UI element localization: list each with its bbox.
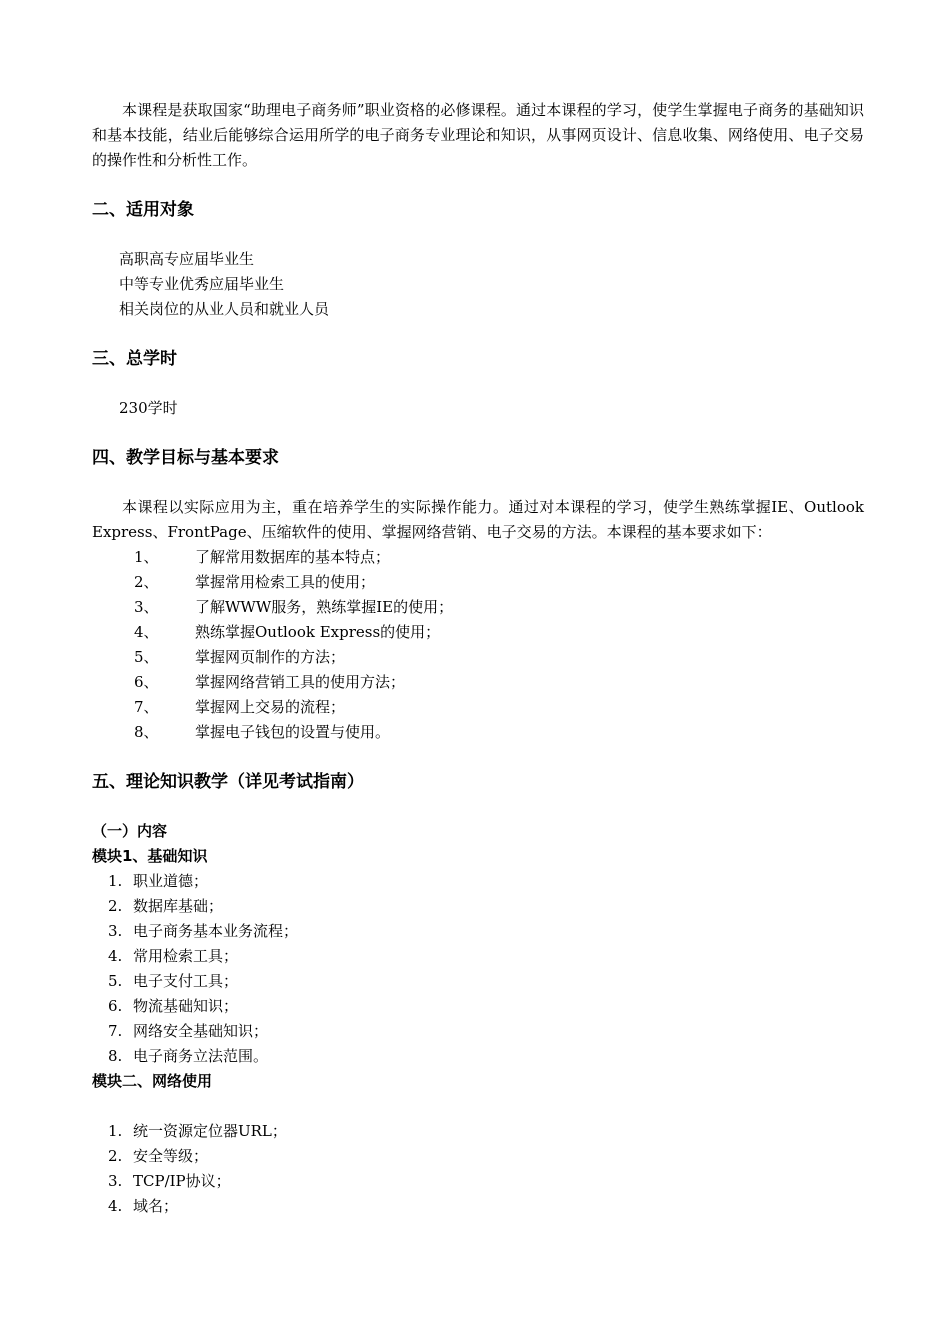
- requirement-text: 掌握常用检索工具的使用；: [195, 573, 376, 591]
- module2-item: [92, 1119, 864, 1144]
- requirement-text: 了解WWW服务，熟练掌握IE的使用；: [195, 598, 454, 616]
- item-number: 6.: [108, 997, 123, 1015]
- item-text: 电子商务立法范围。: [133, 1047, 269, 1065]
- requirement-number: 7、: [134, 698, 159, 716]
- requirement-item: [92, 570, 864, 595]
- item-text: 常用检索工具；: [133, 947, 239, 965]
- section3-heading: 三、总学时: [92, 349, 177, 369]
- requirement-number: 4、: [134, 623, 159, 641]
- section2-heading: 二、适用对象: [92, 200, 194, 220]
- module1-item: [92, 894, 864, 919]
- module1-item: [92, 969, 864, 994]
- item-number: 2.: [108, 897, 123, 915]
- requirement-text: 掌握网上交易的流程；: [195, 698, 346, 716]
- item-number: 3.: [108, 922, 123, 940]
- item-text: 安全等级；: [133, 1147, 209, 1165]
- item-number: 7.: [108, 1022, 123, 1040]
- requirement-number: 1、: [134, 548, 159, 566]
- requirement-number: 5、: [134, 648, 159, 666]
- item-text: 电子支付工具；: [133, 972, 239, 990]
- objectives-paragraph: 本课程以实际应用为主，重在培养学生的实际操作能力。通过对本课程的学习，使学生熟练掌握IE、Outlook Express、FrontPage、压缩软件的使用、掌握网络营销、电子交易的方法。本课程的基本要求如下：: [92, 498, 864, 541]
- requirement-item: [92, 720, 864, 745]
- item-text: 统一资源定位器URL；: [133, 1122, 287, 1140]
- item-text: 数据库基础；: [133, 897, 224, 915]
- module1-item: [92, 994, 864, 1019]
- module2-list: [92, 1119, 864, 1219]
- section5-heading: 五、理论知识教学（详见考试指南）: [92, 772, 364, 792]
- requirement-number: 3、: [134, 598, 159, 616]
- item-text: TCP/IP协议；: [133, 1172, 231, 1190]
- requirement-text: 熟练掌握Outlook Express的使用；: [195, 623, 441, 641]
- item-text: 域名；: [133, 1197, 179, 1215]
- item-number: 2.: [108, 1147, 123, 1165]
- requirement-item: [92, 595, 864, 620]
- module1-item: [92, 1019, 864, 1044]
- item-text: 物流基础知识；: [133, 997, 239, 1015]
- item-text: 职业道德；: [133, 872, 209, 890]
- requirement-item: [92, 545, 864, 570]
- module1-list: [92, 869, 864, 1069]
- requirement-number: 2、: [134, 573, 159, 591]
- document-page: [92, 98, 864, 1219]
- requirement-text: 掌握网络营销工具的使用方法；: [195, 673, 406, 691]
- item-number: 4.: [108, 947, 123, 965]
- item-number: 5.: [108, 972, 123, 990]
- requirement-text: 掌握电子钱包的设置与使用。: [195, 723, 391, 741]
- item-number: 4.: [108, 1197, 123, 1215]
- module2-item: [92, 1144, 864, 1169]
- requirement-item: [92, 645, 864, 670]
- total-hours: 230学时: [119, 399, 178, 417]
- module1-item: [92, 944, 864, 969]
- module1-title: 模块1、基础知识: [92, 847, 208, 865]
- module1-item: [92, 1044, 864, 1069]
- requirement-text: 了解常用数据库的基本特点；: [195, 548, 391, 566]
- audience-item: 高职高专应届毕业生: [119, 250, 255, 268]
- item-text: 电子商务基本业务流程；: [133, 922, 299, 940]
- module2-item: [92, 1169, 864, 1194]
- module1-item: [92, 869, 864, 894]
- module2-item: [92, 1194, 864, 1219]
- content-label: （一）内容: [92, 822, 168, 840]
- requirement-number: 6、: [134, 673, 159, 691]
- intro-paragraph: 本课程是获取国家“助理电子商务师”职业资格的必修课程。通过本课程的学习，使学生掌握电子商务的基础知识和基本技能，结业后能够综合运用所学的电子商务专业理论和知识，从事网页设计、信息收集、网络使用、电子交易的操作性和分析性工作。: [92, 101, 864, 169]
- requirement-item: [92, 620, 864, 645]
- item-number: 3.: [108, 1172, 123, 1190]
- audience-item: 中等专业优秀应届毕业生: [119, 275, 285, 293]
- item-number: 8.: [108, 1047, 123, 1065]
- audience-item: 相关岗位的从业人员和就业人员: [119, 300, 330, 318]
- requirement-text: 掌握网页制作的方法；: [195, 648, 346, 666]
- requirement-item: [92, 695, 864, 720]
- requirement-number: 8、: [134, 723, 159, 741]
- audience-list: [92, 247, 864, 322]
- section4-heading: 四、教学目标与基本要求: [92, 448, 279, 468]
- module1-item: [92, 919, 864, 944]
- requirement-item: [92, 670, 864, 695]
- requirements-list: [92, 545, 864, 745]
- item-text: 网络安全基础知识；: [133, 1022, 269, 1040]
- item-number: 1.: [108, 1122, 123, 1140]
- module2-title: 模块二、网络使用: [92, 1072, 213, 1090]
- item-number: 1.: [108, 872, 123, 890]
